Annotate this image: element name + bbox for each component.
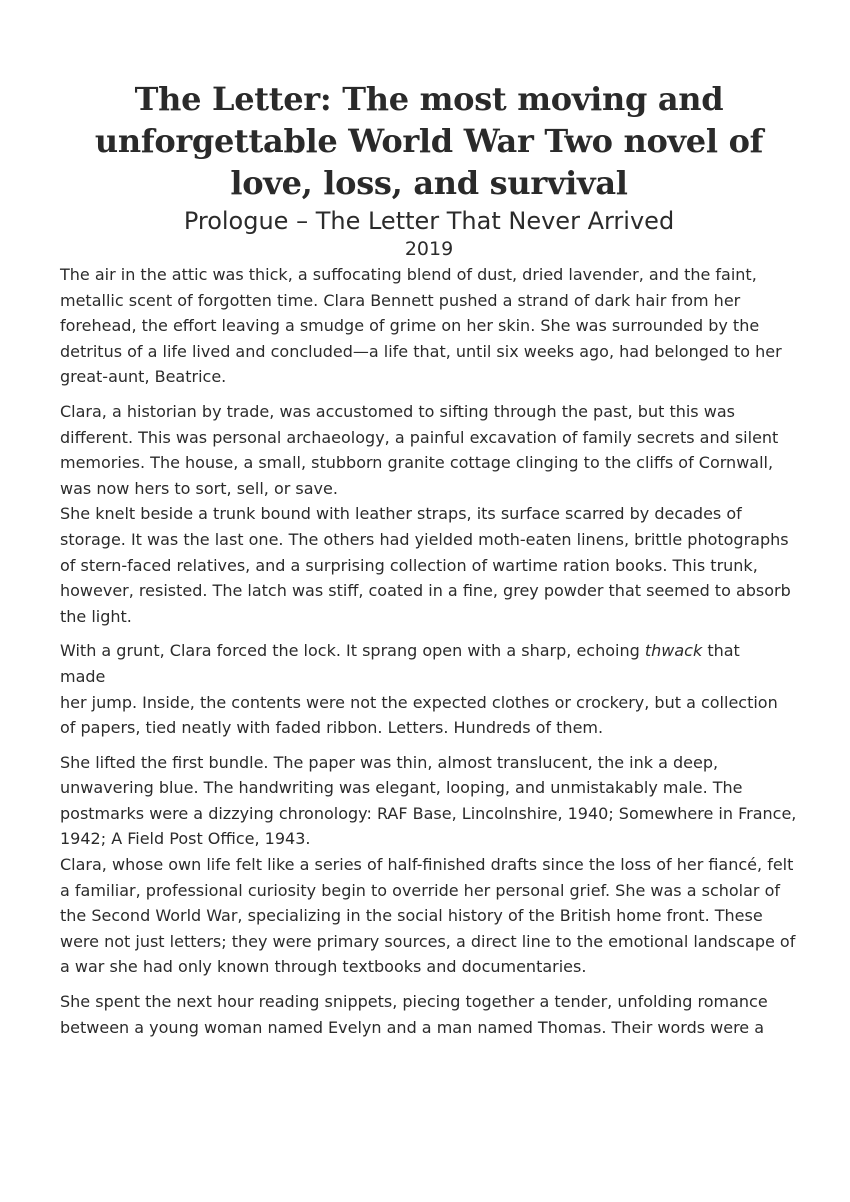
- paragraph-2: Clara, a historian by trade, was accustomed to sifting through the past, but this was different. This was personal archaeology, a painful excavation of family secrets and silent memories. The house, a small, stubborn granite cottage clinging to the cliffs of Cornwall, was now hers to sort, sell, or save.: [60, 401, 779, 498]
- paragraph-7: She spent the next hour reading snippets, piecing together a tender, unfolding romance between a young woman named Evelyn and a man named Thomas. Their words were a: [60, 992, 768, 1037]
- document-page: [60, 78, 798, 1049]
- paragraph-4-text-start: With a grunt, Clara forced the lock. It sprang open with a sharp, echoing: [60, 641, 645, 661]
- paragraph-4: [60, 638, 798, 740]
- paragraph-3: She knelt beside a trunk bound with leather straps, its surface scarred by decades of storage. It was the last one. The others had yielded moth-eaten linens, brittle photographs of stern-faced relatives, and a surprising collection of wartime ration books. This trunk, however, resisted. The latch was stiff, coated in a fine, grey powder that seemed to absorb the light.: [60, 504, 791, 626]
- paragraph-4-emphasis: thwack: [644, 641, 703, 661]
- chapter-year: 2019: [404, 238, 454, 260]
- paragraph-6: Clara, whose own life felt like a series of half-finished drafts since the loss of her fiancé, felt a familiar, professional curiosity begin to override her personal grief. She was a scholar of the Second World War, specializing in the social history of the British home front. These were not just letters; they were primary sources, a direct line to the emotional landscape of a war she had only known through textbooks and documentaries.: [60, 855, 796, 977]
- paragraph-4-line-2: made: [60, 666, 106, 686]
- paragraph-4-text-end: that: [702, 641, 740, 661]
- paragraph-4-text-rest: her jump. Inside, the contents were not the expected clothes or crockery, but a collection of papers, tied neatly with faded ribbon. Letters. Hundreds of them.: [60, 692, 778, 738]
- paragraph-5: She lifted the first bundle. The paper was thin, almost translucent, the ink a deep, unwavering blue. The handwriting was elegant, looping, and unmistakably male. The postmarks were a dizzying chronology: RAF Base, Lincolnshire, 1940; Somewhere in France, 1942; A Field Post Office, 1943.: [60, 752, 797, 849]
- chapter-title: Prologue – The Letter That Never Arrived: [183, 207, 675, 235]
- paragraph-1: The air in the attic was thick, a suffocating blend of dust, dried lavender, and the faint, metallic scent of forgotten time. Clara Bennett pushed a strand of dark hair from her forehead, the effort leaving a smudge of grime on her skin. She was surrounded by the detritus of a life lived and concluded—a life that, until six weeks ago, had belonged to her great-aunt, Beatrice.: [60, 265, 782, 387]
- book-title: The Letter: The most moving and unforgettable World War Two novel of love, loss, and survival: [94, 80, 764, 202]
